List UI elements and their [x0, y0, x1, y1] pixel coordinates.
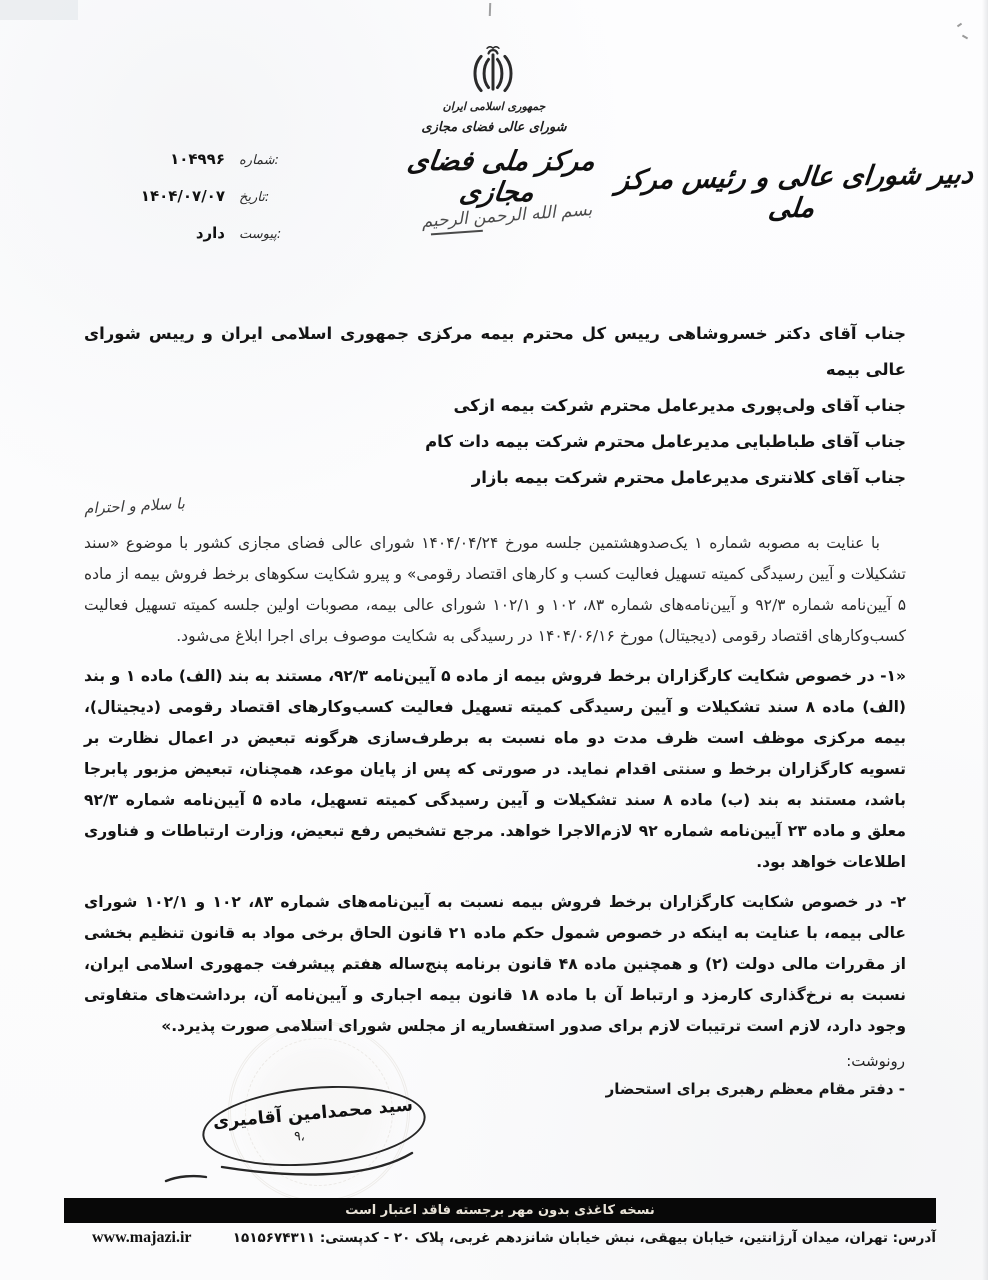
meta-attachment-row	[96, 224, 301, 261]
signature-area	[150, 1015, 490, 1215]
meta-date-row	[96, 187, 301, 224]
scan-tick-mark	[489, 3, 491, 16]
date-value: ۱۴۰۴/۰۷/۰۷	[140, 187, 225, 205]
recipient-line: جناب آقای طباطبایی مدیرعامل محترم شرکت بیمه دات کام	[425, 432, 906, 451]
body-item-2: ۲- در خصوص شکایت کارگزاران برخط فروش بیمه نسبت به آیین‌نامه‌های شماره ۸۳، ۱۰۲ و ۱۰۲/۱ شورای عالی بیمه، با عنایت به اینکه در خصوص شمول حکم ماده ۲۱ قانون الحاق برخی مواد به قانون تنظیم بخشی از مقررات مالی دولت (۲) و همچنین ماده ۴۸ قانون برنامه پنج‌ساله هفتم پیشرفت جمهوری اسلامی ایران، نسبت به نرخ‌گذاری کارمزد و ارتباط آن با ماده ۱۸ قانون بیمه اجباری و آیین‌نامه آن، برداشت‌های متفاوتی وجود دارد، لازم است ترتیبات لازم برای صدور استفساریه از مجلس شورای اسلامی صورت پذیرد.»	[84, 893, 906, 1035]
scan-smudge	[0, 0, 78, 20]
number-value: ۱۰۴۹۹۶	[170, 150, 225, 168]
cc-item: - دفتر مقام معظم رهبری برای استحضار	[605, 1080, 905, 1098]
header-center-title: مرکز ملی فضای مجازی	[405, 146, 598, 208]
footer-info-row	[64, 1229, 936, 1247]
date-label: تاریخ:	[239, 190, 270, 205]
bismillah-text: بسم الله الرحمن الرحیم	[420, 200, 593, 232]
number-label: شماره:	[239, 153, 279, 168]
scan-speck	[957, 23, 962, 28]
footer-validity-bar	[64, 1198, 936, 1223]
recipient-line: جناب آقای کلانتری مدیرعامل محترم شرکت بیمه بازار	[471, 468, 906, 487]
iran-emblem-icon	[470, 46, 516, 98]
recipient-line: جناب آقای ولی‌پوری مدیرعامل محترم شرکت بیمه ازکی	[453, 396, 906, 415]
header-council: شورای عالی فضای مجازی	[421, 120, 567, 135]
recipient-line: جناب آقای دکتر خسروشاهی رییس کل محترم بیمه مرکزی جمهوری اسلامی ایران و رییس شورای عالی بیمه	[84, 324, 906, 379]
letter-body	[84, 528, 906, 1051]
body-intro-paragraph: با عنایت به مصوبه شماره ۱ یک‌صدوهشتمین جلسه مورخ ۱۴۰۴/۰۴/۲۴ شورای عالی فضای مجازی کشور با موضوع «سند تشکیلات و آیین رسیدگی کمیته تسهیل فعالیت کسب و کارهای اقتصاد رقومی» و پیرو شکایت سکوهای برخط فروش بیمه از ماده ۵ آیین‌نامه شماره ۹۲/۳ و آیین‌نامه‌های شماره ۸۳، ۱۰۲ و ۱۰۲/۱ شورای عالی بیمه، مصوبات اولین جلسه کمیته تسهیل فعالیت کسب‌وکارهای اقتصاد رقومی (دیجیتال) مورخ ۱۴۰۴/۰۶/۱۶ در رسیدگی به شکایت موصوف برای اجرا ابلاغ می‌شود.	[84, 534, 907, 645]
scan-edge-shadow	[982, 0, 988, 1280]
cc-label: رونوشت:	[846, 1052, 905, 1070]
header-country: جمهوری اسلامی ایران	[442, 100, 546, 113]
signer-title-calligraphy: دبیر شورای عالی و رئیس مرکز ملی	[614, 158, 975, 225]
signature-initial-mark: ۹،	[293, 1128, 306, 1145]
body-item-1: «۱- در خصوص شکایت کارگزاران برخط فروش بیمه از ماده ۵ آیین‌نامه ۹۲/۳، مستند به بند (الف) ماده ۱ و بند (الف) ماده ۸ سند تشکیلات و آیین رسیدگی کمیته تسهیل فعالیت کسب‌وکارهای اقتصاد رقومی (دیجیتال)، بیمه مرکزی موظف است ظرف مدت دو ماه نسبت به برطرف‌سازی هرگونه تبعیض در اعمال نظارت بر تسویه کارگزاران برخط و سنتی اقدام نماید. در صورتی که پس از پایان موعد، همچنان، تبعیض مزبور پابرجا باشد، مستند به بند (ب) ماده ۸ سند تشکیلات و آیین رسیدگی کمیته تسهیل، ماده ۵ آیین‌نامه شماره ۹۲/۳ معلق و ماده ۲۳ آیین‌نامه شماره ۹۲ لازم‌الاجرا خواهد. مرجع تشخیص رفع تبعیض، وزارت ارتباطات و فناوری اطلاعات خواهد بود.	[84, 667, 906, 871]
address-line: آدرس: تهران، میدان آرژانتین، خیابان بیهقی، نبش خیابان شانزدهم غربی، پلاک ۲۰ - کدپستی: ۱۵۱۵۶۷۴۳۱۱	[232, 1230, 936, 1246]
handwritten-salutation: با سلام و احترام	[83, 494, 186, 518]
meta-number-row	[96, 150, 301, 187]
signer-name: سید محمدامین آقامیری	[212, 1095, 414, 1133]
cc-block	[606, 1052, 905, 1098]
website-url: www.majazi.ir	[92, 1229, 192, 1246]
attachment-label: پیوست:	[239, 227, 282, 242]
attachment-value: دارد	[195, 224, 225, 242]
footer-validity-notice: نسخه کاغذی بدون مهر برجسته فاقد اعتبار است	[345, 1203, 655, 1218]
scan-speck	[962, 35, 968, 40]
recipients-block	[84, 316, 906, 496]
letter-meta	[96, 150, 301, 261]
